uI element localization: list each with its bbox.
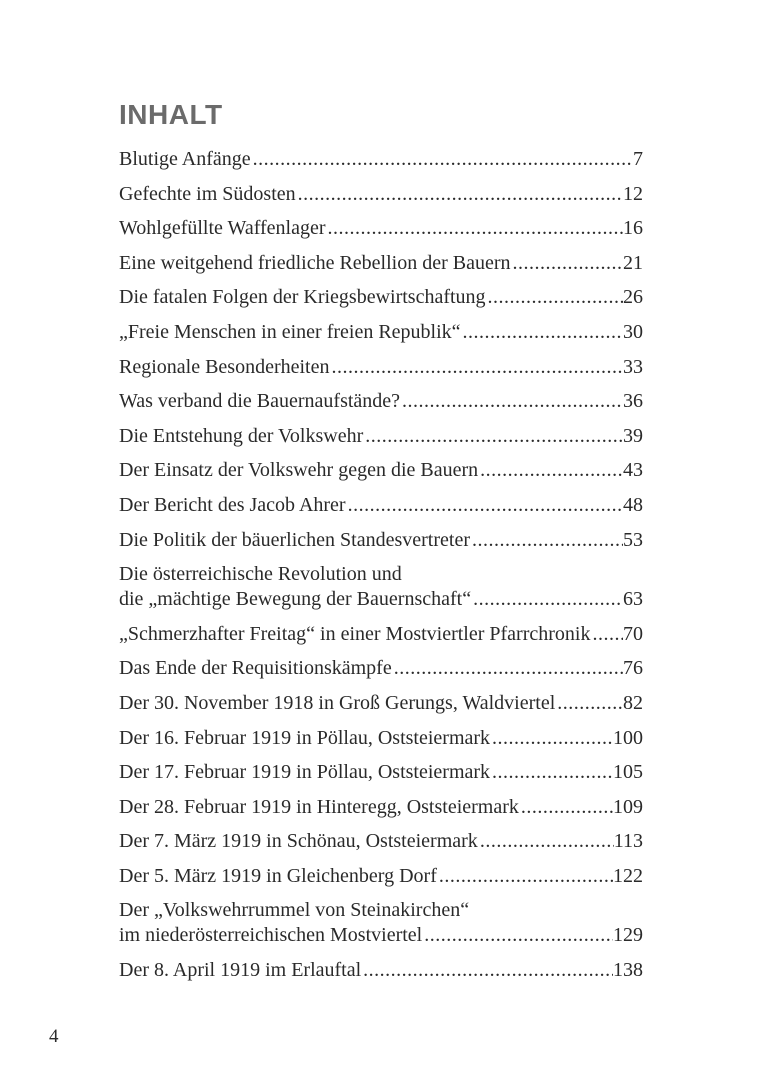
toc-page-ref: 30 — [623, 320, 643, 343]
toc-entry — [119, 528, 643, 553]
toc-page-ref: 33 — [623, 355, 643, 378]
toc-list — [119, 147, 643, 993]
dot-leader — [480, 458, 623, 483]
toc-entry — [119, 424, 643, 449]
toc-entry-text: Der Bericht des Jacob Ahrer — [119, 493, 346, 516]
dot-leader — [480, 829, 614, 854]
toc-entry-text: Die fatalen Folgen der Kriegsbewirtschaftung — [119, 286, 486, 309]
toc-entry-line — [119, 562, 643, 587]
dot-leader — [463, 320, 623, 345]
toc-entry-text: die „mächtige Bewegung der Bauernschaft“ — [119, 588, 472, 611]
toc-entry-text: Die Politik der bäuerlichen Standesvertreter — [119, 528, 470, 551]
toc-page-ref: 7 — [633, 148, 643, 170]
toc-entry — [119, 829, 643, 854]
dot-leader — [557, 691, 623, 716]
toc-entry — [119, 795, 643, 820]
toc-entry-line — [119, 587, 643, 612]
toc-entry-line — [119, 656, 643, 681]
toc-entry-text: Das Ende der Requisitionskämpfe — [119, 657, 392, 680]
toc-entry-line — [119, 958, 643, 983]
toc-entry-text: Gefechte im Südosten — [119, 182, 296, 205]
toc-entry-text: Der 7. März 1919 in Schönau, Oststeiermark — [119, 830, 478, 853]
toc-page-ref: 48 — [623, 493, 643, 516]
dot-leader — [365, 424, 623, 449]
toc-entry-line — [119, 424, 643, 449]
dot-leader — [492, 760, 613, 785]
toc-entry — [119, 389, 643, 414]
dot-leader — [328, 216, 623, 241]
toc-page-ref: 63 — [623, 588, 643, 611]
page-title: INHALT — [119, 99, 223, 130]
toc-entry-text: Blutige Anfänge — [119, 148, 251, 170]
dot-leader — [513, 251, 623, 276]
toc-page-ref: 82 — [623, 691, 643, 714]
dot-leader — [298, 182, 623, 207]
toc-entry-line — [119, 795, 643, 820]
toc-entry — [119, 562, 643, 612]
toc-page-ref: 36 — [623, 390, 643, 413]
toc-entry — [119, 147, 643, 172]
toc-page-ref: 39 — [623, 424, 643, 447]
toc-entry-line — [119, 147, 643, 172]
toc-entry — [119, 726, 643, 751]
toc-page-ref: 16 — [623, 217, 643, 240]
toc-entry-line — [119, 760, 643, 785]
toc-entry — [119, 320, 643, 345]
toc-entry — [119, 216, 643, 241]
toc-entry-line — [119, 355, 643, 380]
dot-leader — [332, 355, 624, 380]
dot-leader — [492, 726, 613, 751]
toc-entry-line — [119, 691, 643, 716]
toc-entry-text: Wohlgefüllte Waffenlager — [119, 217, 326, 240]
toc-entry-text: Der 16. Februar 1919 in Pöllau, Oststeiermark — [119, 726, 491, 749]
toc-entry — [119, 958, 643, 983]
toc-entry-text: Der 8. April 1919 im Erlauftal — [119, 959, 362, 982]
dot-leader — [394, 656, 623, 681]
toc-page-ref: 105 — [613, 761, 643, 784]
toc-entry-text: Die österreichische Revolution und — [119, 563, 402, 586]
toc-entry-text: Der Einsatz der Volkswehr gegen die Bauern — [119, 459, 479, 482]
dot-leader — [488, 285, 623, 310]
toc-page-ref: 138 — [613, 959, 643, 982]
toc-entry-text: Der 5. März 1919 in Gleichenberg Dorf — [119, 864, 437, 887]
page-number: 4 — [49, 1026, 59, 1047]
toc-entry — [119, 251, 643, 276]
toc-entry-text: Der „Volkswehrrummel von Steinakirchen“ — [119, 899, 470, 922]
toc-entry — [119, 898, 643, 948]
toc-entry-text: Was verband die Bauernaufstände? — [119, 390, 401, 413]
toc-entry — [119, 691, 643, 716]
toc-entry — [119, 355, 643, 380]
dot-leader — [348, 493, 623, 518]
toc-entry-line — [119, 458, 643, 483]
toc-entry — [119, 760, 643, 785]
toc-entry — [119, 285, 643, 310]
dot-leader — [253, 147, 633, 172]
toc-entry-line — [119, 216, 643, 241]
toc-entry-line — [119, 726, 643, 751]
dot-leader — [439, 864, 613, 889]
toc-entry — [119, 458, 643, 483]
dot-leader — [402, 389, 623, 414]
dot-leader — [363, 958, 613, 983]
toc-entry-text: Der 30. November 1918 in Groß Gerungs, Waldviertel — [119, 691, 556, 714]
toc-entry-text: Der 17. Februar 1919 in Pöllau, Oststeiermark — [119, 761, 491, 784]
toc-entry — [119, 656, 643, 681]
dot-leader — [592, 622, 623, 647]
toc-entry-line — [119, 285, 643, 310]
toc-entry-line — [119, 182, 643, 207]
toc-entry — [119, 864, 643, 889]
toc-page-ref: 12 — [623, 182, 643, 205]
toc-entry-line — [119, 864, 643, 889]
toc-entry-line — [119, 923, 643, 948]
toc-page-ref: 43 — [623, 459, 643, 482]
toc-entry-line — [119, 528, 643, 553]
toc-page-ref: 113 — [613, 830, 643, 853]
dot-leader — [424, 923, 613, 948]
toc-entry-line — [119, 622, 643, 647]
dot-leader — [472, 528, 623, 553]
toc-entry-text: Die Entstehung der Volkswehr — [119, 424, 364, 447]
toc-entry — [119, 182, 643, 207]
toc-entry-text: im niederösterreichischen Mostviertel — [119, 924, 423, 947]
toc-entry-line — [119, 389, 643, 414]
toc-entry — [119, 622, 643, 647]
toc-page-ref: 70 — [623, 622, 643, 645]
toc-entry-line — [119, 493, 643, 518]
toc-entry — [119, 493, 643, 518]
toc-page-ref: 122 — [613, 864, 643, 887]
toc-page-ref: 76 — [623, 657, 643, 680]
toc-page-ref: 129 — [613, 924, 643, 947]
toc-entry-text: Eine weitgehend friedliche Rebellion der Bauern — [119, 251, 511, 274]
toc-entry-line — [119, 829, 643, 854]
toc-page-ref: 100 — [613, 726, 643, 749]
toc-entry-line — [119, 898, 643, 923]
toc-entry-text: Der 28. Februar 1919 in Hinteregg, Oststeiermark — [119, 795, 519, 818]
toc-page-ref: 109 — [613, 795, 643, 818]
toc-entry-text: „Schmerzhafter Freitag“ in einer Mostviertler Pfarrchronik — [119, 622, 591, 645]
dot-leader — [473, 587, 623, 612]
toc-page-ref: 53 — [623, 528, 643, 551]
toc-entry-line — [119, 320, 643, 345]
toc-entry-line — [119, 251, 643, 276]
toc-page-ref: 21 — [623, 251, 643, 274]
toc-page-ref: 26 — [623, 286, 643, 309]
toc-entry-text: Regionale Besonderheiten — [119, 355, 330, 378]
dot-leader — [521, 795, 613, 820]
toc-entry-text: „Freie Menschen in einer freien Republik“ — [119, 320, 461, 343]
